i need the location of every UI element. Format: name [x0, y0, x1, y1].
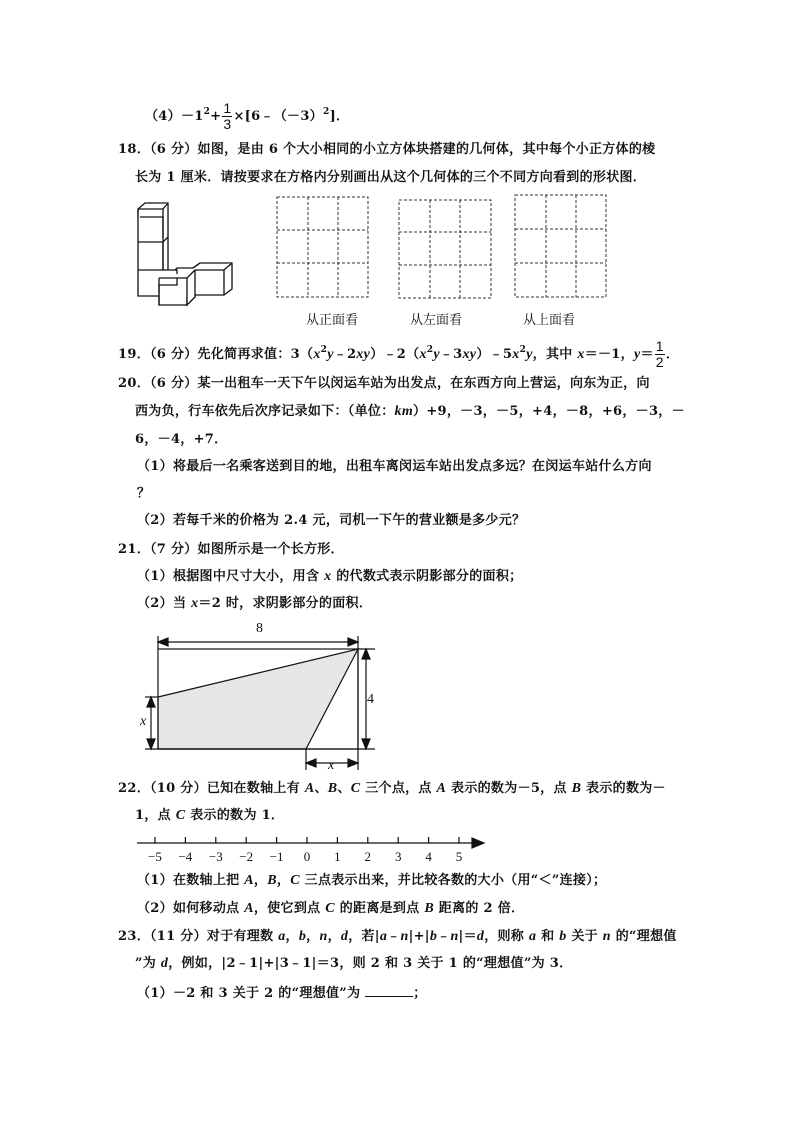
exponent: 2: [519, 345, 527, 355]
text: 表示的数为－5，点: [446, 781, 572, 796]
text: 21．（7 分）如图所示是一个长方形．: [118, 542, 344, 557]
width-label: 8: [256, 621, 263, 636]
math-variable: B: [267, 873, 277, 888]
text: （1）将最后一名乘客送到目的地，出租车离闵运车站出发点多远？在闵运车站什么方向: [137, 459, 652, 474]
text: ？: [137, 486, 151, 501]
q23-stem: [118, 927, 677, 947]
text: （2）如何移动点: [137, 901, 245, 916]
q23-stem-cont: [135, 954, 572, 974]
math-variable: x: [419, 347, 427, 362]
math-variable: x: [324, 569, 332, 584]
text: 三点表示出来，并比较各数的大小（用“＜”连接）；: [299, 873, 607, 888]
view-label-front: 从正面看: [306, 313, 359, 328]
text: ，: [276, 873, 291, 888]
math-variable: b: [298, 929, 307, 944]
q21-sub1: [137, 567, 522, 587]
exponent: 2: [426, 345, 434, 355]
axis-tick-label: −3: [208, 849, 223, 864]
math-variable: xy: [462, 347, 477, 362]
exponent: 2: [320, 345, 328, 355]
math-variable: b: [559, 929, 567, 944]
axis-tick-label: −4: [178, 849, 193, 864]
axis-tick-label: 0: [303, 849, 311, 864]
math-variable: n: [319, 929, 328, 944]
text: 20．（6 分）某一出租车一天下午以闵运车站为出发点，在东西方向上营运，向东为正，向: [118, 376, 650, 391]
text: +: [210, 109, 222, 124]
math-variable: d: [160, 956, 169, 971]
axis-arrow-icon: [472, 838, 484, 848]
text: 长为 1 厘米．请按要求在方格内分别画出从这个几何体的三个不同方向看到的形状图．: [135, 170, 647, 185]
text: ，: [327, 929, 341, 944]
cube-solid-figure: [138, 203, 232, 305]
text: ＝: [640, 347, 654, 362]
text: 、: [314, 781, 328, 796]
math-variable: C: [325, 901, 335, 916]
text: 18．（6 分）如图，是由 6 个大小相同的小立方体块搭建的几何体，其中每个小正方体的棱: [118, 142, 656, 157]
text: 距离的 2 倍．: [433, 901, 525, 916]
text: 和: [536, 929, 560, 944]
bottom-x-label: x: [328, 758, 335, 773]
q22-stem-cont: [135, 806, 284, 826]
text: ；: [413, 986, 427, 1001]
text: 19．（6 分）先化简再求值：3（: [118, 347, 314, 362]
axis-tick-label: −5: [148, 849, 162, 864]
text: 22．（10 分）已知在数轴上有: [118, 781, 305, 796]
math-variable: d: [340, 929, 349, 944]
denominator: 3: [223, 116, 232, 132]
text: ﹣2: [333, 347, 357, 362]
math-variable: km: [394, 404, 414, 419]
math-variable: B: [571, 781, 582, 796]
math-variable: y: [633, 347, 641, 362]
axis-tick-label: 3: [394, 849, 402, 864]
text: 的“理想值: [610, 929, 677, 944]
text: ×[6﹣（－3）: [233, 109, 323, 124]
text: （2）当: [137, 596, 192, 611]
q22-sub1: [137, 871, 606, 891]
q20-sub1: [137, 457, 652, 477]
math-variable: C: [175, 808, 186, 823]
q22-stem: [118, 779, 666, 799]
math-variable: a: [379, 929, 388, 944]
q19-stem: [118, 339, 679, 370]
math-variable: a: [528, 929, 537, 944]
text: ）﹣5: [476, 347, 513, 362]
text: （1）在数轴上把: [137, 873, 245, 888]
math-variable: C: [290, 873, 300, 888]
text: （2）若每千米的价格为 2.4 元，司机一下午的营业额是多少元？: [137, 513, 526, 528]
text: ﹣: [437, 929, 451, 944]
text: |＝: [458, 929, 477, 944]
text: 1，点: [135, 808, 176, 823]
text: ，若|: [348, 929, 380, 944]
text: （1）－2 和 3 关于 2 的“理想值”为: [137, 986, 366, 1001]
view-label-top: 从上面看: [523, 313, 576, 328]
math-variable: A: [244, 901, 254, 916]
math-variable: n: [400, 929, 409, 944]
denominator: 2: [655, 354, 664, 370]
math-variable: xy: [356, 347, 371, 362]
axis-tick-label: 2: [364, 849, 372, 864]
math-variable: y: [526, 347, 533, 362]
q20-stem: [118, 374, 650, 394]
text: 关于: [566, 929, 603, 944]
text: ”为: [135, 956, 161, 971]
fraction: [655, 339, 665, 370]
text: 23．（11 分）对于有理数: [118, 929, 279, 944]
text: ，其中: [532, 347, 578, 362]
axis-tick-label: 4: [425, 849, 432, 864]
text: ]．: [329, 109, 350, 124]
q21-stem: [118, 540, 344, 560]
text: 表示的数为 1．: [185, 808, 285, 823]
math-variable: A: [436, 781, 447, 796]
math-variable: n: [450, 929, 459, 944]
text: 的代数式表示阴影部分的面积；: [331, 569, 523, 584]
math-variable: x: [512, 347, 520, 362]
number-line: [137, 837, 484, 848]
text: ＝2 时，求阴影部分的面积．: [198, 596, 373, 611]
text: 6，－4，+7．: [135, 432, 228, 447]
q23-sub1: [137, 982, 427, 1004]
numerator: 1: [223, 100, 232, 116]
numerator: 1: [655, 338, 664, 354]
text: 西为负，行车依先后次序记录如下：（单位：: [135, 404, 395, 419]
math-variable: A: [304, 781, 315, 796]
q20-stem-cont2: [135, 430, 227, 450]
height-label: 4: [367, 692, 374, 707]
left-x-label: x: [140, 714, 147, 729]
text: （4）－1: [145, 109, 204, 124]
view-label-left: 从左面看: [410, 313, 463, 328]
text: ．: [665, 347, 680, 362]
text: ，: [253, 873, 268, 888]
q20-sub2: [137, 511, 525, 531]
text: |+|: [408, 929, 430, 944]
text: ，例如，|2﹣1|+|3﹣1|＝3，则 2 和 3 关于 1 的“理想值”为 3．: [168, 956, 573, 971]
q20-stem-cont: [135, 402, 685, 422]
math-variable: n: [602, 929, 611, 944]
text: ﹣3: [439, 347, 463, 362]
axis-tick-label: 1: [334, 849, 341, 864]
axis-tick-label: −1: [269, 849, 284, 864]
math-variable: d: [476, 929, 485, 944]
exponent: 2: [203, 107, 211, 117]
math-variable: x: [191, 596, 199, 611]
text: 三个点，点: [360, 781, 437, 796]
exponent: 2: [323, 107, 330, 117]
math-variable: C: [350, 781, 361, 796]
text: ）+9，－3，－5，+4，－8，+6，－3，－: [413, 404, 685, 419]
answer-grids: [277, 195, 606, 298]
text: ，: [285, 929, 299, 944]
text: 的距离是到点: [334, 901, 425, 916]
math-variable: B: [327, 781, 338, 796]
axis-tick-label: −2: [239, 849, 254, 864]
text: ，使它到点: [253, 901, 326, 916]
math-variable: A: [244, 873, 254, 888]
text: ，则称: [484, 929, 529, 944]
text: ＝－1，: [584, 347, 634, 362]
math-variable: y: [327, 347, 334, 362]
text: （1）根据图中尺寸大小，用含: [137, 569, 325, 584]
q21-sub2: [137, 594, 372, 614]
text: ，: [306, 929, 320, 944]
math-variable: x: [313, 347, 321, 362]
q20-sub1-cont: [137, 484, 150, 504]
text: 表示的数为－: [581, 781, 666, 796]
math-variable: y: [433, 347, 440, 362]
q22-sub2: [137, 899, 524, 919]
math-variable: x: [577, 347, 585, 362]
math-variable: B: [424, 901, 434, 916]
rectangle-figure: [145, 636, 375, 770]
math-variable: a: [278, 929, 286, 944]
math-variable: b: [429, 929, 438, 944]
answer-blank: [365, 982, 413, 997]
text: 、: [337, 781, 351, 796]
text: ﹣: [387, 929, 401, 944]
axis-tick-label: 5: [455, 849, 463, 864]
text: ）﹣2（: [370, 347, 420, 362]
